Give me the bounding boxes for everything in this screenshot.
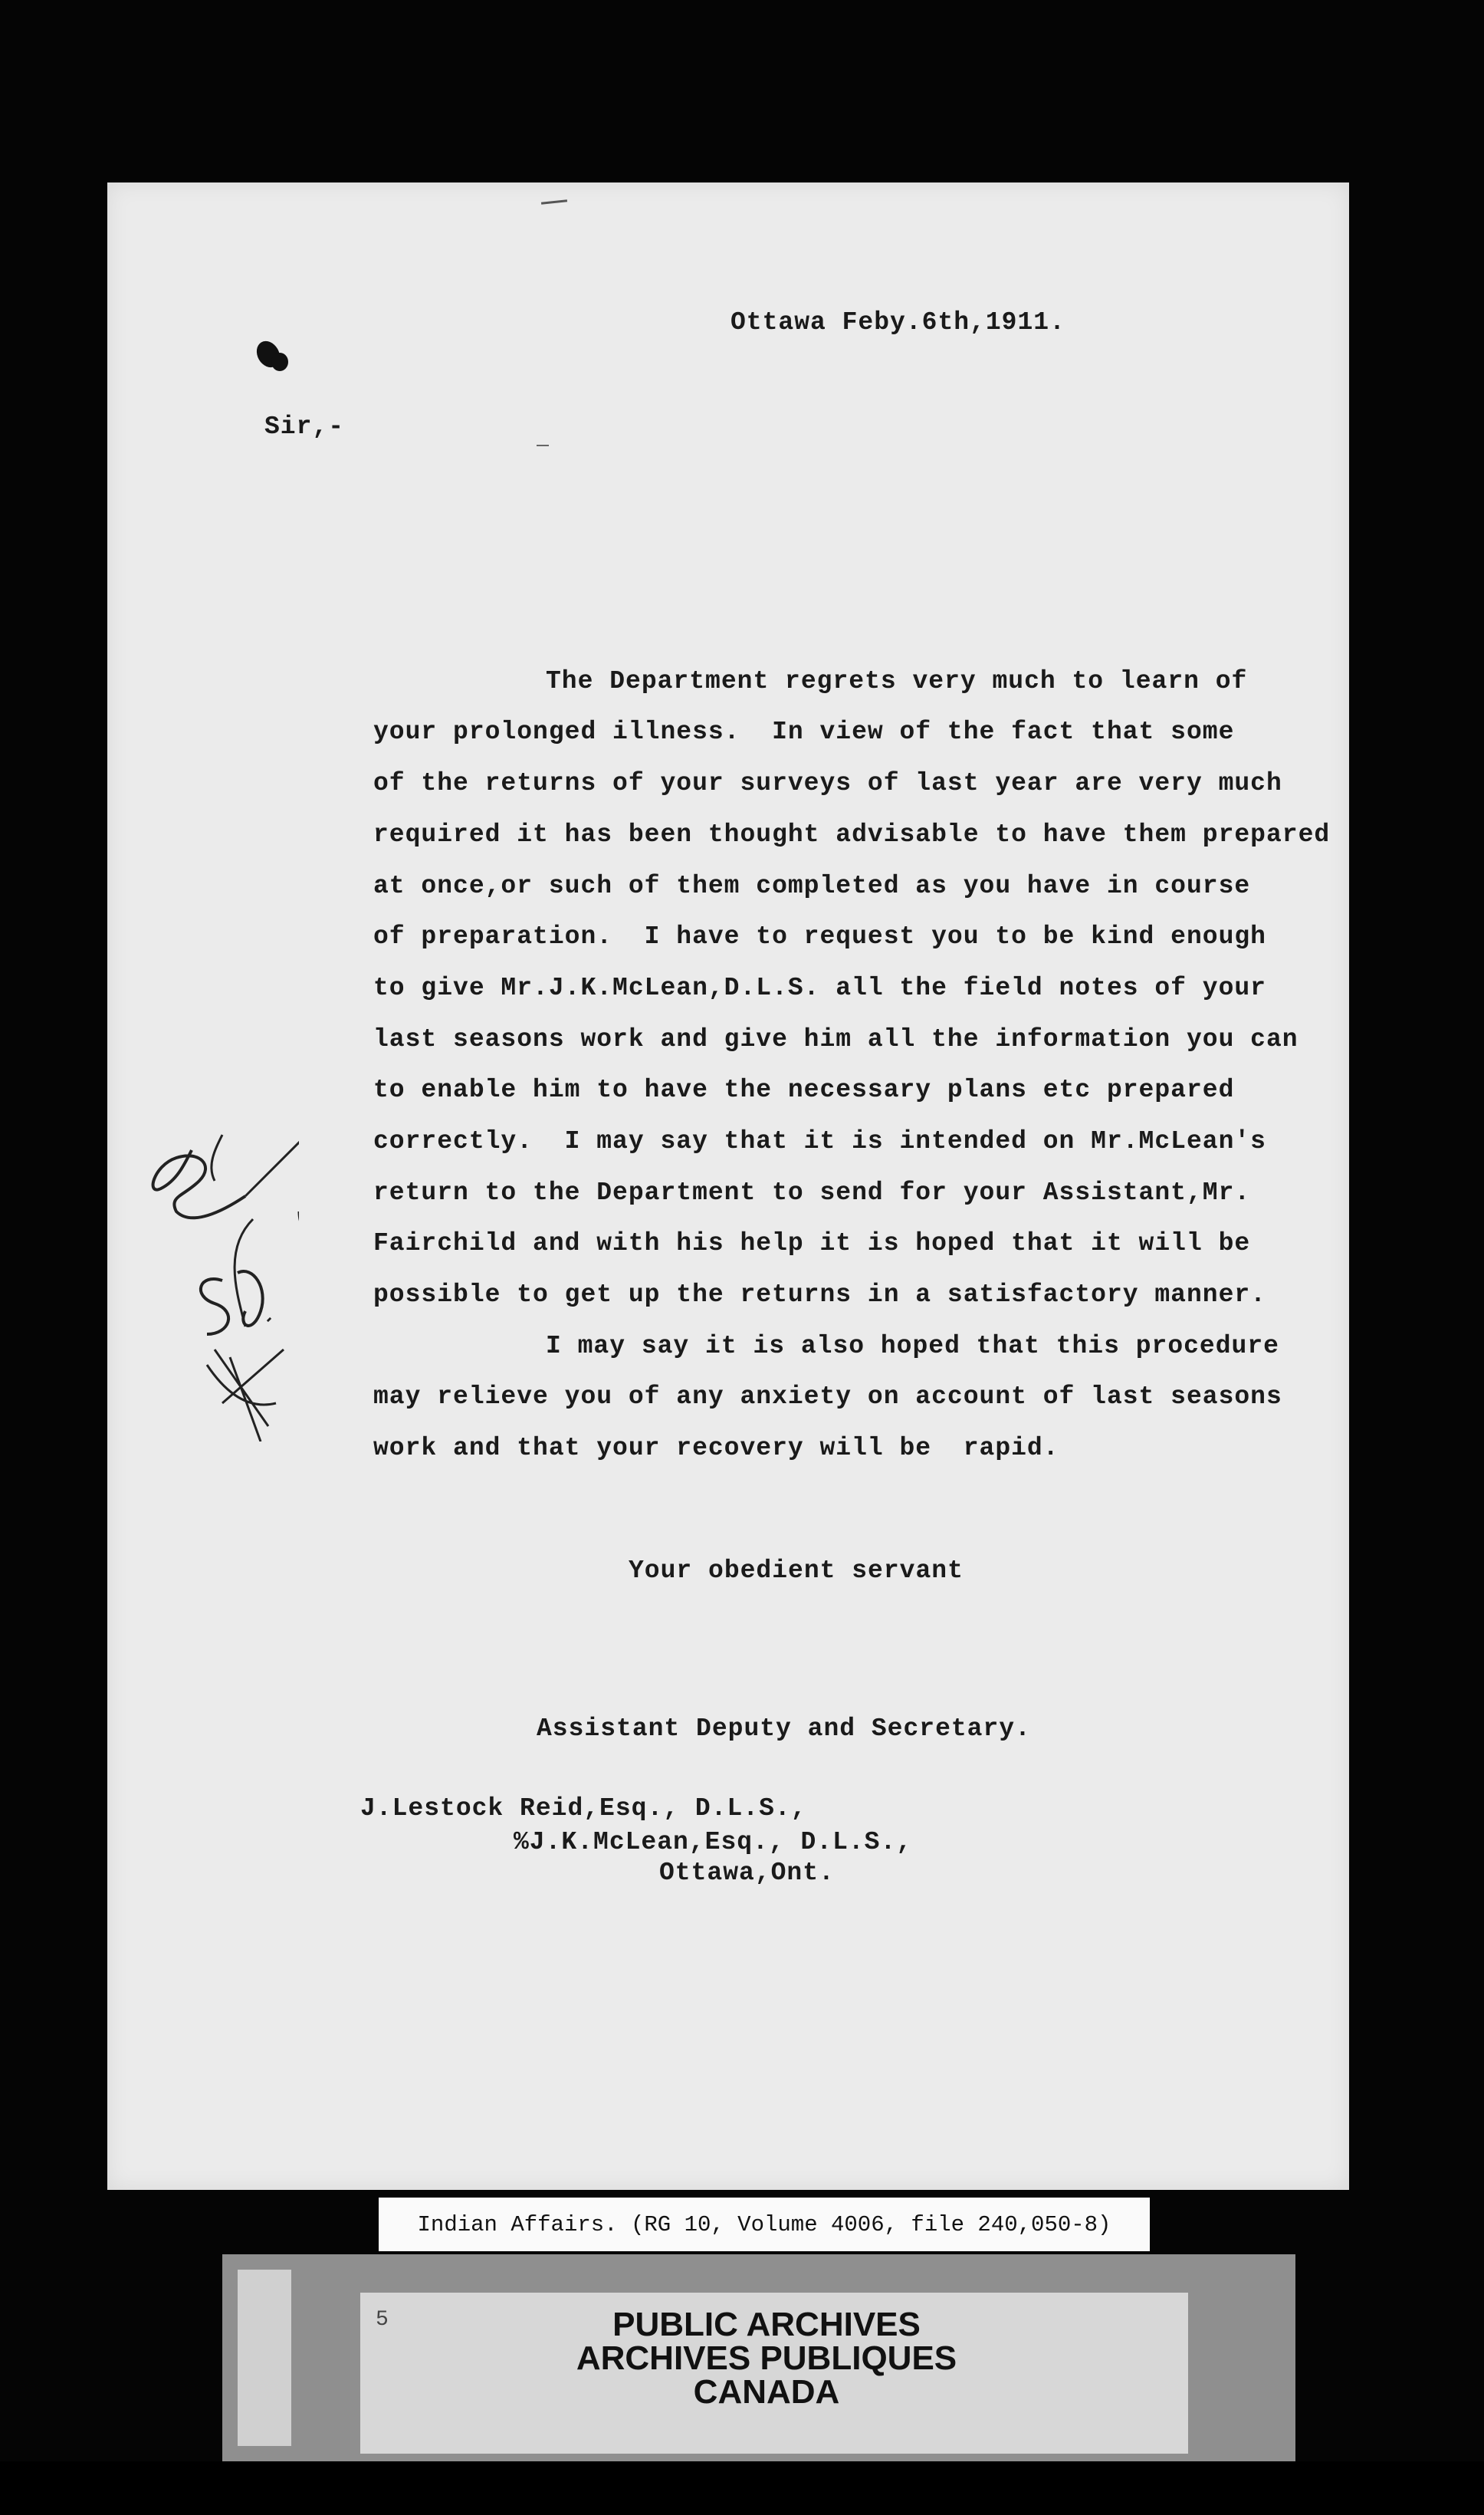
body-line: Fairchild and with his help it is hoped that it will be — [373, 1229, 1251, 1258]
address-line: Ottawa,Ont. — [659, 1859, 835, 1887]
body-line: last seasons work and give him all the information you can — [373, 1025, 1298, 1054]
scan-bottom-edge — [0, 2461, 1484, 2515]
stamp-line: PUBLIC ARCHIVES — [612, 2306, 921, 2343]
ink-blot — [271, 353, 288, 371]
signature-title: Assistant Deputy and Secretary. — [537, 1714, 1031, 1743]
body-line: may relieve you of any anxiety on account of last seasons — [373, 1382, 1282, 1411]
body-line: your prolonged illness. In view of the fact that some — [373, 718, 1235, 746]
handwritten-initials — [69, 1043, 299, 1442]
letter-date: Ottawa Feby.6th,1911. — [731, 308, 1065, 337]
body-line: required it has been thought advisable to have them prepared — [373, 820, 1331, 849]
body-line: The Department regrets very much to learn of — [546, 667, 1248, 695]
body-line: correctly. I may say that it is intended on Mr.McLean's — [373, 1127, 1266, 1156]
body-line: return to the Department to send for your Assistant,Mr. — [373, 1179, 1251, 1207]
body-line: work and that your recovery will be rapid. — [373, 1434, 1059, 1462]
stamp-line: CANADA — [693, 2373, 840, 2411]
body-line: to enable him to have the necessary plans etc prepared — [373, 1076, 1235, 1104]
body-line: I may say it is also hoped that this procedure — [546, 1332, 1279, 1360]
stamp-line: ARCHIVES PUBLIQUES — [576, 2339, 957, 2377]
body-line: of preparation. I have to request you to be kind enough — [373, 922, 1266, 951]
archive-stamp-tab — [238, 2270, 291, 2446]
letter-salutation: Sir,- — [264, 413, 345, 441]
address-line: %J.K.McLean,Esq., D.L.S., — [514, 1828, 913, 1856]
stamp-number: 5 — [376, 2308, 389, 2332]
archive-stamp-text — [491, 2308, 1042, 2409]
stray-mark — [537, 445, 549, 446]
archive-reference-text: Indian Affairs. (RG 10, Volume 4006, file 240,050-8) — [417, 2211, 1111, 2237]
body-line: possible to get up the returns in a satisfactory manner. — [373, 1281, 1266, 1309]
stray-mark — [541, 199, 567, 205]
body-line: of the returns of your surveys of last year are very much — [373, 769, 1282, 797]
body-line: at once,or such of them completed as you have in course — [373, 872, 1251, 900]
address-line: J.Lestock Reid,Esq., D.L.S., — [360, 1794, 807, 1823]
letter-closing: Your obedient servant — [629, 1557, 964, 1585]
body-line: to give Mr.J.K.McLean,D.L.S. all the field notes of your — [373, 974, 1266, 1002]
archive-reference-label — [379, 2198, 1150, 2251]
